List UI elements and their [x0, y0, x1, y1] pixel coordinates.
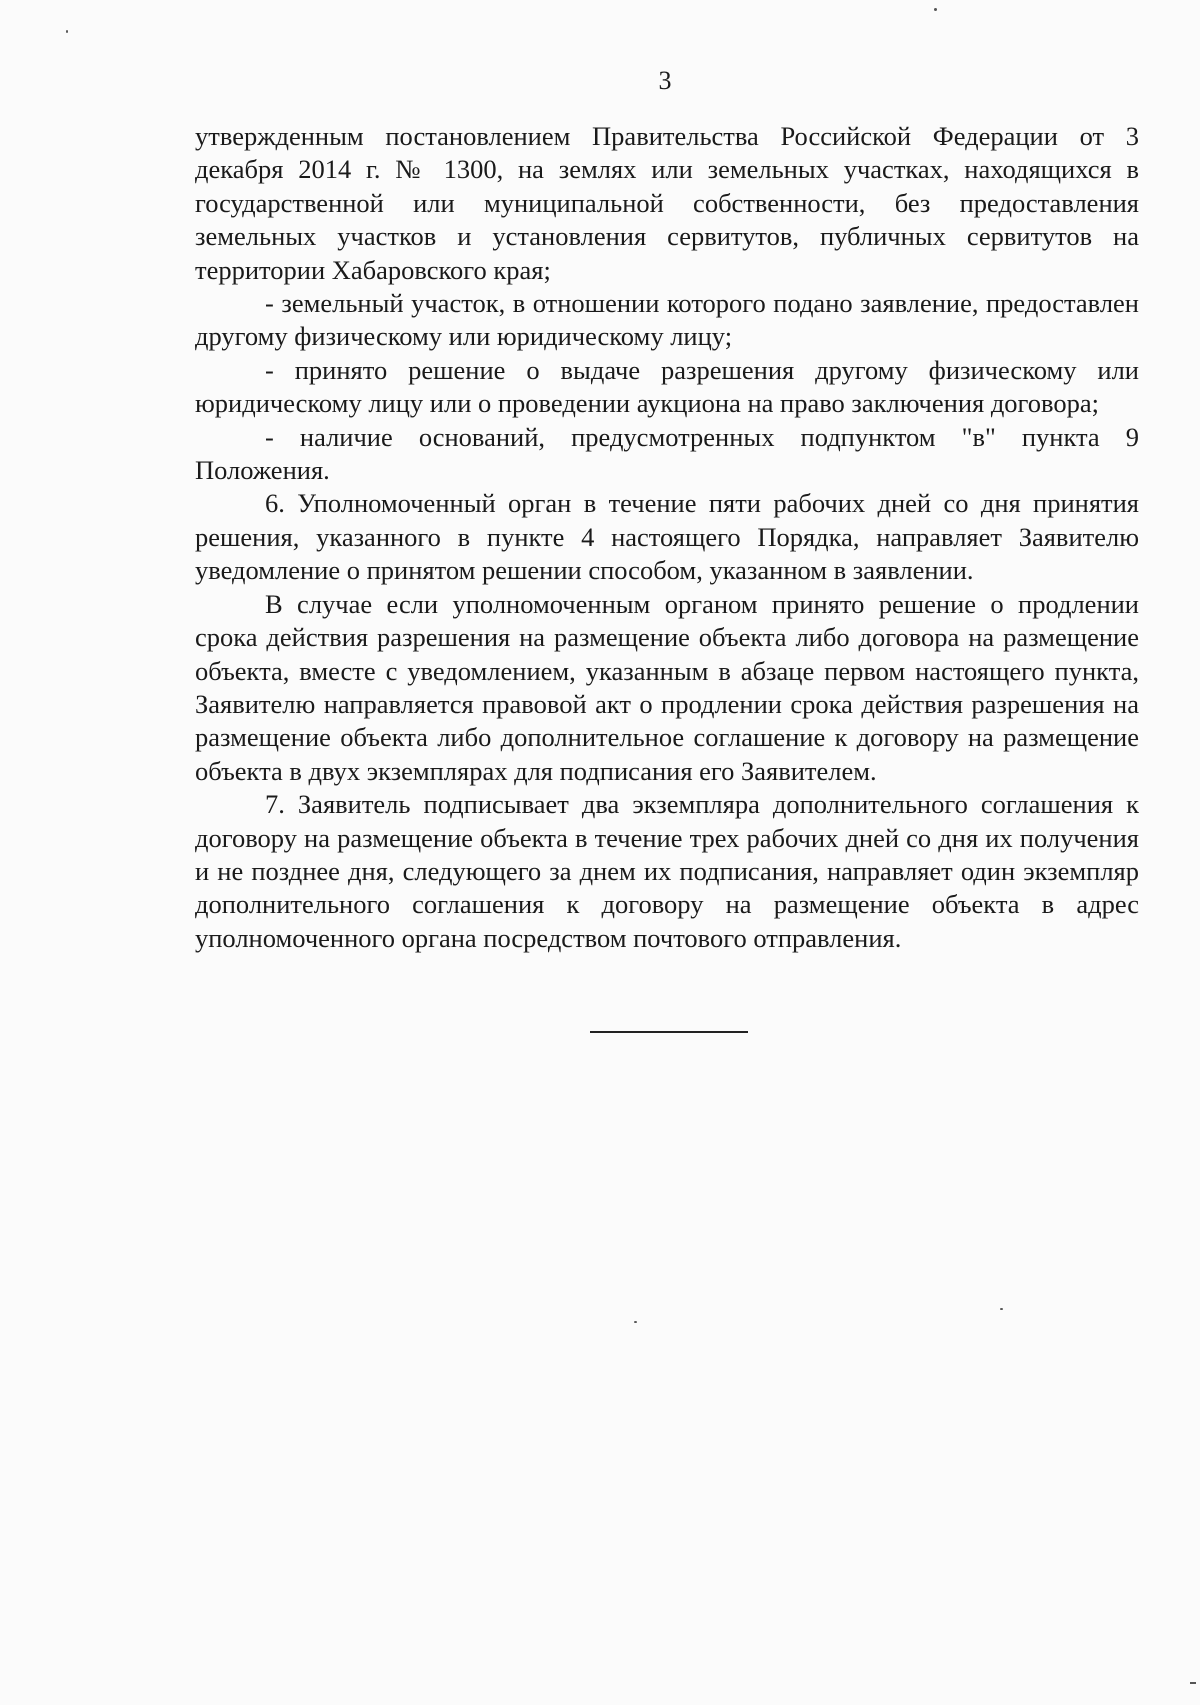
list-item-permit-decision: - принято решение о выдаче разрешения другому физическому или юридическому лицу или о проведении аукциона на право заключения договора;: [195, 354, 1139, 419]
paragraph-item-6: 6. Уполномоченный орган в течение пяти рабочих дней со дня принятия решения, указанного в пункте 4 настоящего Порядка, направляет Заявителю уведомление о принятом решении способом, указанном в заявлении.: [195, 488, 1139, 586]
document-body: [195, 120, 1139, 955]
scan-speck: [1190, 1682, 1196, 1684]
paragraph-continuation: утвержденным постановлением Правительства Российской Федерации от 3 декабря 2014 г. № 1300, на землях или земельных участках, находящихся в государственной или муниципальной собственности, без предоставления земельных участков и установления сервитутов, публичных сервитутов на территории Хабаровского края;: [195, 121, 1139, 285]
page-number: 3: [658, 66, 672, 95]
list-item-land-plot-provided: - земельный участок, в отношении которого подано заявление, предоставлен другому физическому или юридическому лицу;: [195, 288, 1139, 352]
scan-speck: [634, 1321, 637, 1323]
scan-speck: [66, 30, 68, 33]
scan-speck: [934, 8, 937, 11]
closing-rule: [590, 1031, 748, 1033]
paragraph-extension-case: В случае если уполномоченным органом принято решение о продлении срока действия разрешения на размещение объекта либо договора на размещение объекта, вместе с уведомлением, указанным в абзаце первом настоящего пункта, Заявителю направляется правовой акт о продлении срока действия разрешения на размещение объекта либо дополнительное соглашение к договору на размещение объекта в двух экземплярах для подписания его Заявителем.: [195, 588, 1139, 786]
paragraph-item-7: 7. Заявитель подписывает два экземпляра дополнительного соглашения к договору на размещение объекта в течение трех рабочих дней со дня их получения и не позднее дня, следующего за днем их подписания, направляет один экземпляр дополнительного соглашения к договору на размещение объекта в адрес уполномоченного органа посредством почтового отправления.: [195, 789, 1139, 953]
list-item-grounds: - наличие оснований, предусмотренных подпунктом "в" пункта 9 Положения.: [195, 421, 1139, 486]
scan-speck: [1000, 1308, 1003, 1310]
